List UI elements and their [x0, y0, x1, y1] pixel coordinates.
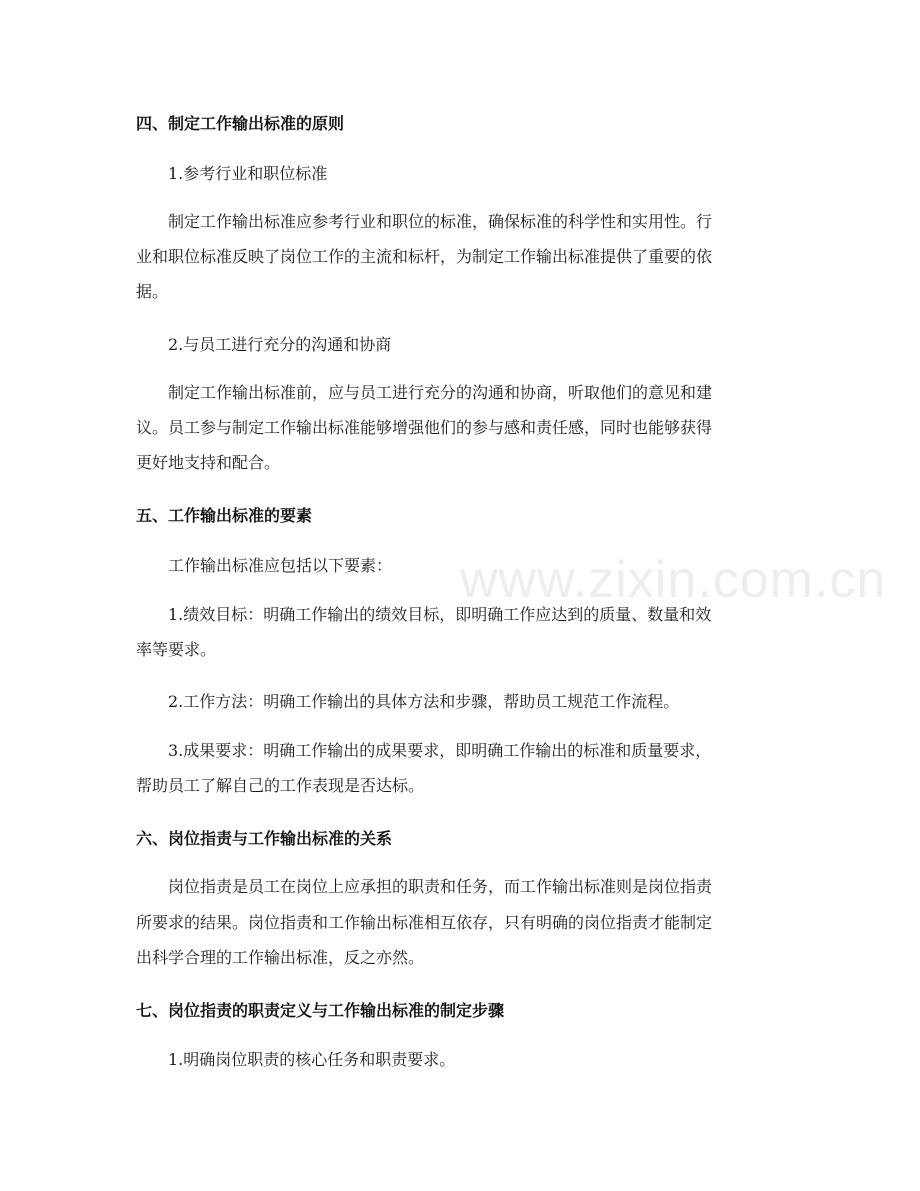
paragraph-line: 更好地支持和配合。 [136, 453, 281, 472]
paragraph-line: 出科学合理的工作输出标准，反之亦然。 [136, 948, 425, 967]
section-heading-5: 五、工作输出标准的要素 [136, 506, 313, 525]
section-heading-6: 六、岗位指责与工作输出标准的关系 [136, 829, 393, 848]
paragraph-line: 据。 [136, 282, 169, 301]
paragraph-line: 所要求的结果。岗位指责和工作输出标准相互依存，只有明确的岗位指责才能制定 [136, 913, 713, 932]
paragraph-line: 制定工作输出标准前，应与员工进行充分的沟通和协商，听取他们的意见和建 [168, 383, 713, 402]
watermark: www.zixin.com.cn [460, 551, 887, 609]
section-heading-4: 四、制定工作输出标准的原则 [136, 114, 345, 133]
paragraph-line: 议。员工参与制定工作输出标准能够增强他们的参与感和责任感，同时也能够获得 [136, 418, 713, 437]
item-title-4-1: 1.参考行业和职位标准 [168, 164, 328, 183]
paragraph-line: 帮助员工了解自己的工作表现是否达标。 [136, 776, 425, 795]
paragraph-line: 制定工作输出标准应参考行业和职位的标准，确保标准的科学性和实用性。行 [168, 212, 713, 231]
paragraph-line: 1.明确岗位职责的核心任务和职责要求。 [168, 1050, 456, 1069]
paragraph-line: 1.绩效目标：明确工作输出的绩效目标，即明确工作应达到的质量、数量和效 [168, 605, 712, 624]
paragraph-line: 业和职位标准反映了岗位工作的主流和标杆，为制定工作输出标准提供了重要的依 [136, 247, 713, 266]
paragraph-line: 工作输出标准应包括以下要素： [168, 556, 393, 575]
paragraph-line: 2.工作方法：明确工作输出的具体方法和步骤，帮助员工规范工作流程。 [168, 692, 680, 711]
paragraph-line: 3.成果要求：明确工作输出的成果要求，即明确工作输出的标准和质量要求， [168, 741, 712, 760]
paragraph-line: 岗位指责是员工在岗位上应承担的职责和任务，而工作输出标准则是岗位指责 [168, 877, 713, 896]
paragraph-line: 率等要求。 [136, 640, 217, 659]
section-heading-7: 七、岗位指责的职责定义与工作输出标准的制定步骤 [136, 1001, 505, 1020]
item-title-4-2: 2.与员工进行充分的沟通和协商 [168, 335, 392, 354]
